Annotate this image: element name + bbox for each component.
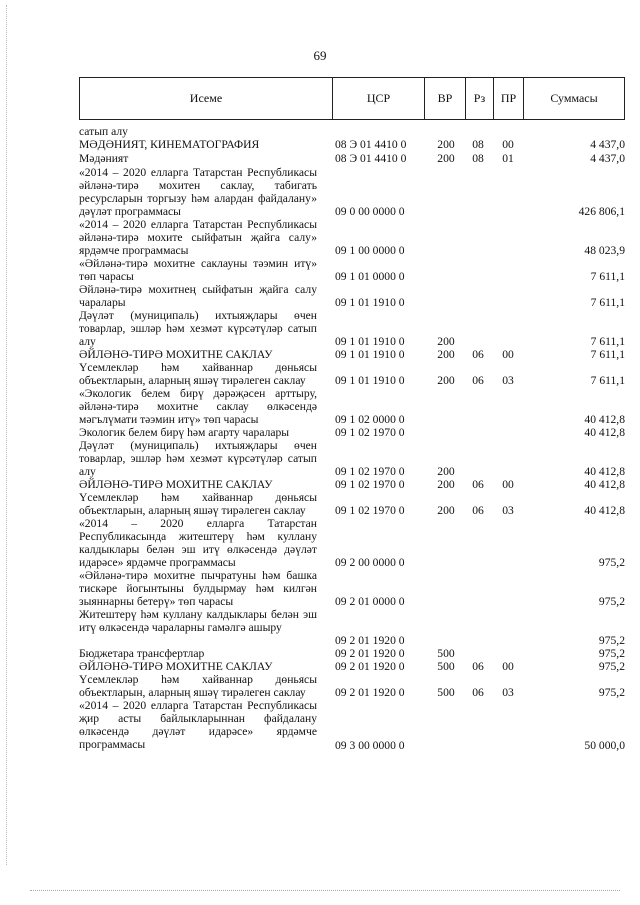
row-rz: 06 <box>472 478 484 491</box>
table-row <box>79 478 625 491</box>
row-sum: 40 412,8 <box>584 426 625 439</box>
row-rz: 08 <box>472 152 484 165</box>
row-name: Житештерү һәм куллану калдыклары белән эш итү өлкәсендә чараларны гамәлгә ашыру <box>79 608 317 634</box>
row-csr-code: 09 1 02 1970 0 <box>335 504 405 517</box>
table-row <box>79 125 625 138</box>
row-name: «2014 – 2020 елларга Татарстан Республикасы әйләнә-тирә мохите сыйфатын җайга салу» ярдәмче программасы <box>79 218 317 257</box>
table-row <box>79 348 625 361</box>
row-csr-code: 09 2 01 1920 0 <box>335 686 405 699</box>
row-name: Дәүләт (муниципаль) ихтыяҗлары өчен товарлар, эшләр һәм хезмәт күрсәтүләр сатып алу <box>79 309 317 348</box>
table-row <box>79 218 625 257</box>
row-name: ӘЙЛӘНӘ-ТИРӘ МОХИТНЕ САКЛАУ <box>79 348 273 361</box>
table-row <box>79 152 625 165</box>
row-csr-code: 09 1 00 0000 0 <box>335 244 405 257</box>
row-pr: 01 <box>502 152 514 165</box>
row-vr: 200 <box>437 504 455 517</box>
row-name: ӘЙЛӘНӘ-ТИРӘ МОХИТНЕ САКЛАУ <box>79 660 273 673</box>
table-row <box>79 257 625 283</box>
row-name: Үсемлекләр һәм хайваннар дөньясы объектларын, аларның яшәү тирәлеген саклау <box>79 361 317 387</box>
row-pr: 00 <box>502 660 514 673</box>
row-sum: 975,2 <box>598 556 625 569</box>
row-sum: 975,2 <box>598 634 625 647</box>
row-sum: 48 023,9 <box>584 244 625 257</box>
row-csr-code: 09 1 01 1910 0 <box>335 348 405 361</box>
row-sum: 40 412,8 <box>584 504 625 517</box>
row-rz: 06 <box>472 374 484 387</box>
row-csr-code: 09 1 02 1970 0 <box>335 478 405 491</box>
table-row <box>79 439 625 478</box>
row-name: сатып алу <box>79 125 128 138</box>
header-name: Исеме <box>189 91 223 105</box>
table-row <box>79 660 625 673</box>
table-row <box>79 283 625 309</box>
table-header <box>79 77 625 120</box>
table-row <box>79 491 625 517</box>
row-sum: 975,2 <box>598 686 625 699</box>
row-csr-code: 08 Э 01 4410 0 <box>335 152 407 165</box>
row-sum: 7 611,1 <box>590 348 625 361</box>
table-row <box>79 309 625 348</box>
row-name: Мәдәният <box>79 152 129 165</box>
row-name: «Әйләнә-тирә мохитне саклауны тәэмин итү» төп чарасы <box>79 257 317 283</box>
row-pr: 03 <box>502 374 514 387</box>
row-csr-code: 09 2 01 1920 0 <box>335 660 405 673</box>
row-rz: 06 <box>472 660 484 673</box>
row-csr-code: 09 2 01 0000 0 <box>335 595 405 608</box>
row-pr: 03 <box>502 504 514 517</box>
row-vr: 500 <box>437 686 455 699</box>
row-name: Бюджетара трансфертлар <box>79 647 205 660</box>
budget-table <box>79 77 625 752</box>
row-pr: 00 <box>502 138 514 151</box>
row-sum: 7 611,1 <box>590 335 625 348</box>
row-sum: 40 412,8 <box>584 478 625 491</box>
row-vr: 200 <box>437 348 455 361</box>
row-pr: 03 <box>502 686 514 699</box>
row-sum: 4 437,0 <box>590 138 625 151</box>
row-rz: 06 <box>472 504 484 517</box>
table-row <box>79 699 625 752</box>
row-name: «Әйләнә-тирә мохитне пычратуны һәм башка тискәре йогынтыны булдырмау һәм килгән зыяннарны бетерү» төп чарасы <box>79 569 317 608</box>
margin-rule <box>6 5 7 865</box>
table-row <box>79 387 625 426</box>
row-vr: 200 <box>437 465 455 478</box>
table-row <box>79 517 625 569</box>
row-name: «2014 – 2020 елларга Татарстан Республикасы әйләнә-тирә мохитен саклау, табигать ресурсларын торгызу һәм алардан файдалану» дәүләт программасы <box>79 166 317 218</box>
table-row <box>79 426 625 439</box>
row-sum: 975,2 <box>598 660 625 673</box>
row-sum: 40 412,8 <box>584 413 625 426</box>
row-rz: 06 <box>472 348 484 361</box>
row-sum: 975,2 <box>598 595 625 608</box>
table-row <box>79 647 625 660</box>
row-csr-code: 09 2 01 1920 0 <box>335 634 405 647</box>
table-row <box>79 166 625 218</box>
row-csr-code: 09 1 02 1970 0 <box>335 426 405 439</box>
table-row <box>79 608 625 647</box>
row-name: «2014 – 2020 елларга Татарстан Республикасында житештерү һәм куллану калдыклары белән эш итү өлкәсендә дәүләт идарәсе» ярдәмче программасы <box>79 517 317 569</box>
header-pr: ПР <box>493 78 523 119</box>
row-vr: 200 <box>437 478 455 491</box>
row-sum: 7 611,1 <box>590 296 625 309</box>
row-csr-code: 09 2 01 1920 0 <box>335 647 405 660</box>
row-csr-code: 09 3 00 0000 0 <box>335 739 405 752</box>
row-csr-code: 09 2 00 0000 0 <box>335 556 405 569</box>
row-csr-code: 09 1 01 1910 0 <box>335 374 405 387</box>
table-row <box>79 673 625 699</box>
header-sum: Суммасы <box>523 78 624 119</box>
row-sum: 40 412,8 <box>584 465 625 478</box>
row-name: Экологик белем бирү һәм агарту чаралары <box>79 426 290 439</box>
row-csr-code: 09 1 01 0000 0 <box>335 270 405 283</box>
row-csr-code: 09 1 02 1970 0 <box>335 465 405 478</box>
row-rz: 08 <box>472 138 484 151</box>
row-name: Дәүләт (муниципаль) ихтыяҗлары өчен товарлар, эшләр һәм хезмәт күрсәтүләр сатып алу <box>79 439 317 478</box>
row-sum: 975,2 <box>598 647 625 660</box>
row-csr-code: 09 0 00 0000 0 <box>335 205 405 218</box>
row-name: Үсемлекләр һәм хайваннар дөньясы объектларын, аларның яшәү тирәлеген саклау <box>79 673 317 699</box>
row-name: «2014 – 2020 елларга Татарстан Республикасы җир асты байлыкларыннан файдалану өлкәсендә дәүләт идарәсе» ярдәмче программасы <box>79 699 317 751</box>
header-rz: Рз <box>465 78 493 119</box>
row-name: ӘЙЛӘНӘ-ТИРӘ МОХИТНЕ САКЛАУ <box>79 478 273 491</box>
header-vr: ВР <box>424 78 465 119</box>
page-number: 69 <box>313 48 327 63</box>
row-vr: 200 <box>437 138 455 151</box>
table-row <box>79 569 625 608</box>
row-name: МӘДӘНИЯТ, КИНЕМАТОГРАФИЯ <box>79 138 260 151</box>
footer-rule <box>30 890 620 891</box>
row-csr-code: 09 1 02 0000 0 <box>335 413 405 426</box>
row-csr-code: 09 1 01 1910 0 <box>335 335 405 348</box>
row-vr: 200 <box>437 152 455 165</box>
table-row <box>79 361 625 387</box>
row-sum: 7 611,1 <box>590 270 625 283</box>
table-row <box>79 138 625 151</box>
row-pr: 00 <box>502 348 514 361</box>
row-vr: 500 <box>437 647 455 660</box>
row-sum: 426 806,1 <box>578 205 625 218</box>
row-pr: 00 <box>502 478 514 491</box>
row-vr: 500 <box>437 660 455 673</box>
row-csr-code: 08 Э 01 4410 0 <box>335 138 407 151</box>
row-vr: 200 <box>437 335 455 348</box>
row-sum: 7 611,1 <box>590 374 625 387</box>
row-vr: 200 <box>437 374 455 387</box>
row-sum: 50 000,0 <box>584 739 625 752</box>
row-name: «Экологик белем бирү дәрәҗәсен арттыру, әйләнә-тирә мохитне саклау өлкәсендә мәгълүмати тәэмин итү» төп чарасы <box>79 387 317 426</box>
row-csr-code: 09 1 01 1910 0 <box>335 296 405 309</box>
header-csr: ЦСР <box>332 78 424 119</box>
row-rz: 06 <box>472 686 484 699</box>
row-name: Әйләнә-тирә мохитнең сыйфатын җайга салу чаралары <box>79 283 317 309</box>
row-sum: 4 437,0 <box>590 152 625 165</box>
row-name: Үсемлекләр һәм хайваннар дөньясы объектларын, аларның яшәү тирәлеген саклау <box>79 491 317 517</box>
